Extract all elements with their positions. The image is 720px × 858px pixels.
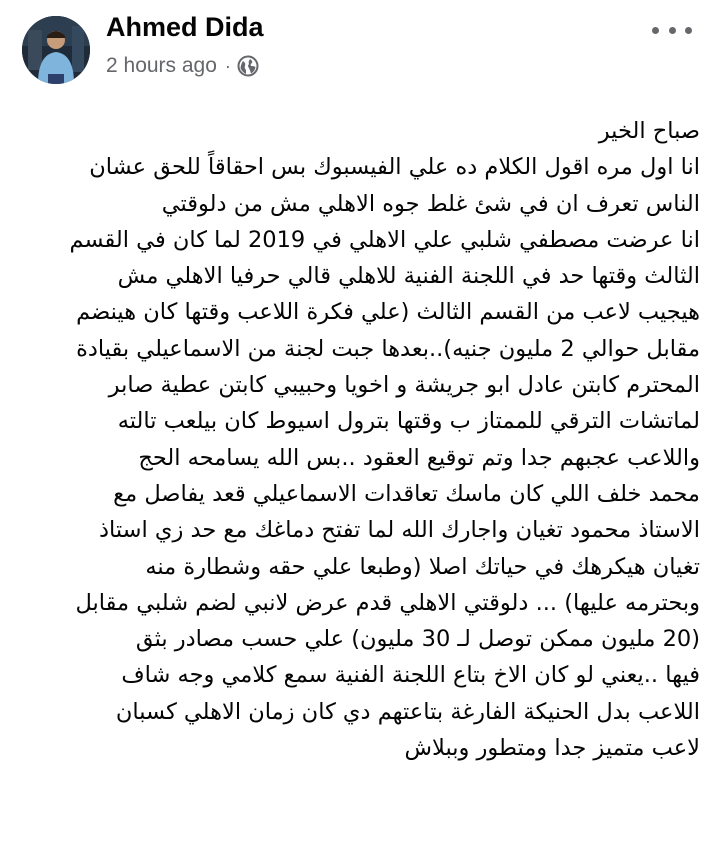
post-line: محمد خلف اللي كان ماسك تعاقدات الاسماعيلي قعد يفاصل مع (113, 480, 700, 507)
post-line: لماتشات الترقي للممتاز ب وقتها بترول اسيوط كان بيلعب تالته (117, 408, 700, 435)
author-name[interactable]: Ahmed Dida (106, 12, 264, 42)
meta-separator: · (224, 55, 231, 76)
post-line: الاستاذ محمود تغيان واجارك الله لما تفتح دماغك مع حد زي استاذ (98, 517, 700, 544)
more-dot (652, 27, 659, 34)
avatar-photo (22, 16, 90, 84)
post-meta (106, 54, 259, 78)
avatar[interactable] (22, 16, 90, 84)
post-line: انا اول مره اقول الكلام ده علي الفيسبوك بس احقاقاً للحق عشان (89, 154, 700, 181)
post-line: فيها ..يعني لو كان الاخ بتاع اللجنة الفنية سمع كلامي وجه شاف (121, 662, 700, 689)
post-line: تغيان هيكرهك في حياتك اصلا (وطبعا علي حقه وشطارة منه (145, 553, 700, 580)
post-body (40, 113, 700, 766)
post-line: اللاعب بدل الحنيكة الفارغة بتاعتهم دي كان زمان الاهلي كسبان (115, 698, 700, 725)
more-dot (685, 27, 692, 34)
post-line: الناس تعرف ان في شئ غلط جوه الاهلي مش من دلوقتي (161, 190, 700, 217)
post-line: المحترم كابتن عادل ابو جريشة و اخويا وحبيبي كابتن عطية صابر (108, 372, 700, 399)
post-header (0, 0, 720, 100)
post-line: انا عرضت مصطفي شلبي علي الاهلي في 2019 لما كان في القسم (69, 226, 700, 253)
post-line: صباح الخير (598, 118, 700, 144)
post-line: (20 مليون ممكن توصل لـ 30 مليون) علي حسب مصادر بثق (135, 626, 700, 653)
post-line: لاعب متميز جدا ومتطور وببلاش (404, 735, 700, 762)
post-line: واللاعب عجبهم جدا وتم توقيع العقود ..بس الله يسامحه الحج (138, 444, 700, 471)
post-line: مقابل حوالي 2 مليون جنيه)..بعدها جبت لجنة من الاسماعيلي بقيادة (76, 335, 700, 362)
more-dot (669, 27, 676, 34)
post-timestamp[interactable]: 2 hours ago (106, 54, 217, 77)
post-line: وبحترمه عليها) ... دلوقتي الاهلي قدم عرض لانبي لضم شلبي مقابل (75, 589, 700, 616)
more-options-icon[interactable] (652, 20, 692, 40)
post-line: الثالث وقتها حد في اللجنة الفنية للاهلي قالي حرفيا الاهلي مش (117, 263, 700, 290)
post-line: هيجيب لاعب من القسم الثالث (علي فكرة اللاعب وقتها كان هينضم (76, 299, 700, 326)
globe-icon[interactable] (237, 55, 259, 77)
